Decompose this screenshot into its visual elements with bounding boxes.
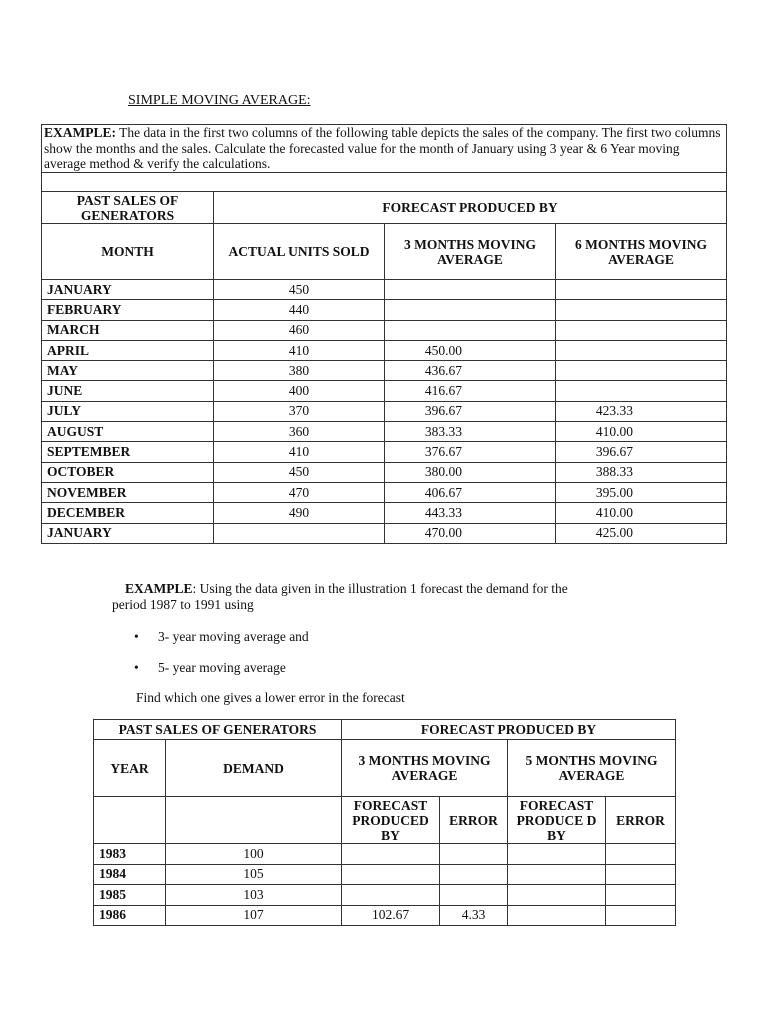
table-row xyxy=(94,905,676,926)
month-cell: MARCH xyxy=(42,320,214,340)
month-cell: JULY xyxy=(42,401,214,421)
table-row xyxy=(42,361,727,381)
forecast3-cell xyxy=(342,864,440,885)
header-ma3: 3 MONTHS MOVING AVERAGE xyxy=(385,224,556,280)
ma6-cell: 410.00 xyxy=(556,503,727,523)
example-text: The data in the first two columns of the following table depicts the sales of the company. The first two columns show the months and the sales. Calculate the forecasted value for the month of January using 3 year & 6 Year moving average method & verify the calculations. xyxy=(44,125,721,171)
table-row xyxy=(94,864,676,885)
ma3-cell xyxy=(385,320,556,340)
table-row xyxy=(42,300,727,320)
forecast5-cell xyxy=(508,905,606,926)
header-ma5: 5 MONTHS MOVING AVERAGE xyxy=(508,740,676,797)
error3-cell xyxy=(440,844,508,865)
ma3-cell xyxy=(385,280,556,300)
header-forecast5: FORECAST PRODUCE D BY xyxy=(508,797,606,844)
header-month: MONTH xyxy=(42,224,214,280)
year-cell: 1986 xyxy=(94,905,166,926)
header-past-sales: PAST SALES OF GENERATORS xyxy=(42,192,214,224)
bullet-item: • 3- year moving average and xyxy=(134,629,309,644)
error5-cell xyxy=(606,905,676,926)
error5-cell xyxy=(606,844,676,865)
ma6-cell xyxy=(556,300,727,320)
forecast5-cell xyxy=(508,885,606,906)
actual-cell: 490 xyxy=(214,503,385,523)
table-row xyxy=(42,320,727,340)
forecast5-cell xyxy=(508,864,606,885)
demand-cell: 105 xyxy=(166,864,342,885)
header-actual: ACTUAL UNITS SOLD xyxy=(214,224,385,280)
month-cell: JUNE xyxy=(42,381,214,401)
month-cell: FEBRUARY xyxy=(42,300,214,320)
ma3-cell: 416.67 xyxy=(385,381,556,401)
month-cell: JANUARY xyxy=(42,280,214,300)
year-cell: 1983 xyxy=(94,844,166,865)
ma6-cell xyxy=(556,280,727,300)
header-forecast3: FORECAST PRODUCED BY xyxy=(342,797,440,844)
forecast5-cell xyxy=(508,844,606,865)
ma3-cell: 376.67 xyxy=(385,442,556,462)
actual-cell: 470 xyxy=(214,482,385,502)
actual-cell: 440 xyxy=(214,300,385,320)
actual-cell: 450 xyxy=(214,462,385,482)
ma6-cell: 396.67 xyxy=(556,442,727,462)
actual-cell: 450 xyxy=(214,280,385,300)
bullet-item: • 5- year moving average xyxy=(134,660,286,675)
ma6-cell: 395.00 xyxy=(556,482,727,502)
table-row xyxy=(42,503,727,523)
table-row xyxy=(42,381,727,401)
demand-cell: 100 xyxy=(166,844,342,865)
ma6-cell: 388.33 xyxy=(556,462,727,482)
month-cell: AUGUST xyxy=(42,422,214,442)
error5-cell xyxy=(606,885,676,906)
month-cell: MAY xyxy=(42,361,214,381)
example2-line2: period 1987 to 1991 using xyxy=(112,597,254,612)
month-cell: APRIL xyxy=(42,340,214,360)
month-cell: NOVEMBER xyxy=(42,482,214,502)
month-cell: JANUARY xyxy=(42,523,214,543)
year-cell: 1984 xyxy=(94,864,166,885)
actual-cell: 400 xyxy=(214,381,385,401)
header-error3: ERROR xyxy=(440,797,508,844)
actual-cell: 460 xyxy=(214,320,385,340)
table-row xyxy=(42,401,727,421)
header-forecast: FORECAST PRODUCED BY xyxy=(214,192,727,224)
error5-cell xyxy=(606,864,676,885)
header-past-sales: PAST SALES OF GENERATORS xyxy=(94,720,342,740)
table-row xyxy=(94,844,676,865)
actual-cell: 360 xyxy=(214,422,385,442)
error3-cell xyxy=(440,864,508,885)
ma3-cell: 450.00 xyxy=(385,340,556,360)
table-row xyxy=(94,885,676,906)
table-row xyxy=(42,442,727,462)
table-row xyxy=(42,523,727,543)
forecast3-cell xyxy=(342,885,440,906)
example-intro xyxy=(42,125,727,173)
actual-cell: 410 xyxy=(214,442,385,462)
error3-cell xyxy=(440,885,508,906)
ma3-cell: 380.00 xyxy=(385,462,556,482)
example2-line1: EXAMPLE: Using the data given in the illustration 1 forecast the demand for the xyxy=(125,581,568,596)
table-row xyxy=(42,482,727,502)
header-empty xyxy=(94,797,166,844)
month-cell: OCTOBER xyxy=(42,462,214,482)
table-row xyxy=(42,280,727,300)
header-ma3: 3 MONTHS MOVING AVERAGE xyxy=(342,740,508,797)
forecast3-cell xyxy=(342,844,440,865)
blank-row xyxy=(42,173,727,192)
ma3-cell: 396.67 xyxy=(385,401,556,421)
actual-cell: 370 xyxy=(214,401,385,421)
month-cell: DECEMBER xyxy=(42,503,214,523)
ma6-cell xyxy=(556,320,727,340)
ma6-cell: 410.00 xyxy=(556,422,727,442)
actual-cell xyxy=(214,523,385,543)
ma3-cell: 383.33 xyxy=(385,422,556,442)
demand-cell: 107 xyxy=(166,905,342,926)
actual-cell: 410 xyxy=(214,340,385,360)
year-cell: 1985 xyxy=(94,885,166,906)
header-ma6: 6 MONTHS MOVING AVERAGE xyxy=(556,224,727,280)
forecast3-cell: 102.67 xyxy=(342,905,440,926)
table-row xyxy=(42,422,727,442)
header-year: YEAR xyxy=(94,740,166,797)
ma3-cell: 406.67 xyxy=(385,482,556,502)
demand-cell: 103 xyxy=(166,885,342,906)
header-forecast: FORECAST PRODUCED BY xyxy=(342,720,676,740)
ma6-cell xyxy=(556,340,727,360)
ma6-cell xyxy=(556,381,727,401)
page-title: SIMPLE MOVING AVERAGE: xyxy=(128,93,311,108)
ma3-cell: 470.00 xyxy=(385,523,556,543)
error3-cell: 4.33 xyxy=(440,905,508,926)
month-cell: SEPTEMBER xyxy=(42,442,214,462)
header-empty xyxy=(166,797,342,844)
header-error5: ERROR xyxy=(606,797,676,844)
table-row xyxy=(42,340,727,360)
ma6-cell xyxy=(556,361,727,381)
find-instruction: Find which one gives a lower error in the forecast xyxy=(136,690,405,705)
actual-cell: 380 xyxy=(214,361,385,381)
ma3-cell: 443.33 xyxy=(385,503,556,523)
sales-table xyxy=(41,124,727,544)
table-row xyxy=(42,462,727,482)
example-label: EXAMPLE: xyxy=(44,125,116,140)
header-demand: DEMAND xyxy=(166,740,342,797)
ma6-cell: 423.33 xyxy=(556,401,727,421)
ma3-cell: 436.67 xyxy=(385,361,556,381)
ma3-cell xyxy=(385,300,556,320)
demand-table xyxy=(93,719,676,926)
ma6-cell: 425.00 xyxy=(556,523,727,543)
example2-label: EXAMPLE xyxy=(125,581,193,596)
